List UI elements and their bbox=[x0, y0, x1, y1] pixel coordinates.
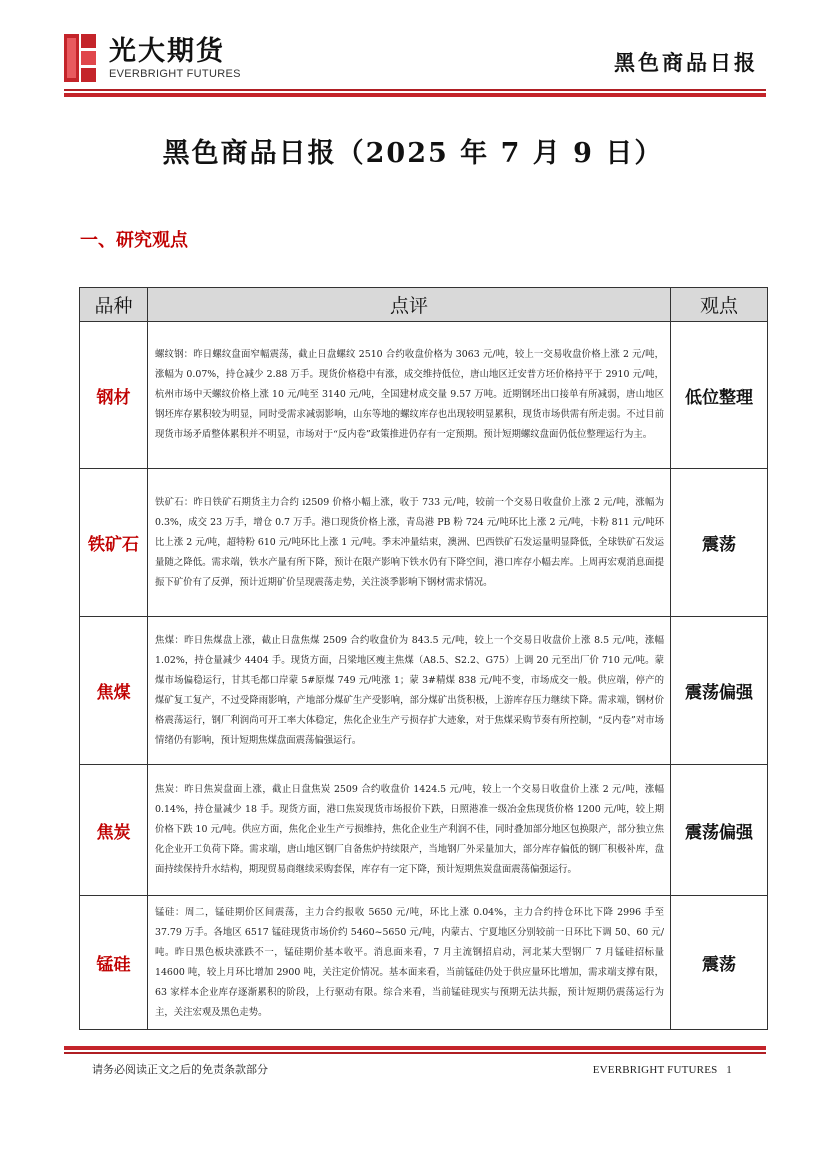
table-row bbox=[80, 765, 768, 896]
variety-cell: 锰硅 bbox=[80, 896, 148, 1030]
table-row bbox=[80, 469, 768, 617]
page-number: 1 bbox=[726, 1064, 732, 1076]
view-cell: 震荡偏强 bbox=[671, 765, 768, 896]
page-header bbox=[64, 34, 766, 94]
comment-cell: 铁矿石：昨日铁矿石期货主力合约 i2509 价格小幅上涨，收于 733 元/吨，较前一个交易日收盘价上涨 2 元/吨，涨幅为 0.3%，成交 23 万手，增仓 0.7 万手。港口现货价格上涨，青岛港 PB 粉 724 元/吨环比上涨 2 元/吨，卡粉 811 元/吨环比上涨 2 元/吨，超特粉 610 元/吨环比上涨 1 元/吨。季末冲量结束，澳洲、巴西铁矿石发运量明显降低，全球铁矿石发运量随之降低。需求端，铁水产量有所下降，预计在限产影响下铁水仍有下降空间，港口库存小幅去库。上周再宏观消息面提振下矿价有了反弹，预计近期矿价呈现震荡走势，关注淡季影响下钢材需求情况。 bbox=[148, 469, 671, 617]
table-row bbox=[80, 896, 768, 1030]
everbright-logo-icon bbox=[64, 34, 96, 82]
footer-divider bbox=[64, 1046, 766, 1058]
footer-brand-page bbox=[593, 1063, 732, 1077]
view-cell: 低位整理 bbox=[671, 322, 768, 469]
footer-brand: EVERBRIGHT FUTURES bbox=[592, 1064, 718, 1076]
logo-english-name: EVERBRIGHT FUTURES bbox=[109, 68, 241, 80]
comment-cell: 焦炭：昨日焦炭盘面上涨，截止日盘焦炭 2509 合约收盘价 1424.5 元/吨，较上一个交易日收盘价上涨 2 元/吨，涨幅 0.14%，持仓量减少 18 手。现货方面，港口焦炭现货市场报价下跌，日照港准一级冶金焦现货价格 1200 元/吨，较上期价格下跌 10 元/吨。供应方面，焦化企业生产亏损维持，焦化企业生产利润不佳，同时叠加部分地区包换限产，部分独立焦化企业开工负荷下降。需求端，唐山地区钢厂自备焦炉持续限产，当地钢厂外采量加大，部分库存偏低的钢厂积极补库，盘面持续保持升水结构，期现贸易商继续采购套保，库存有一定下降，预计短期焦炭盘面震荡偏强运行。 bbox=[148, 765, 671, 896]
document-title: 黑色商品日报（2025 年 7 月 9 日） bbox=[162, 138, 664, 169]
variety-cell: 焦炭 bbox=[80, 765, 148, 896]
view-cell: 震荡偏强 bbox=[671, 617, 768, 765]
header-report-name: 黑色商品日报 bbox=[614, 51, 758, 75]
logo-chinese-name: 光大期货 bbox=[109, 36, 225, 67]
variety-cell: 铁矿石 bbox=[80, 469, 148, 617]
header-comment: 点评 bbox=[148, 288, 671, 322]
variety-cell: 焦煤 bbox=[80, 617, 148, 765]
variety-cell: 钢材 bbox=[80, 322, 148, 469]
section-heading: 一、研究观点 bbox=[80, 230, 188, 251]
table-row bbox=[80, 322, 768, 469]
comment-cell: 锰硅：周二，锰硅期价区间震荡，主力合约报收 5650 元/吨，环比上涨 0.04%，主力合约持仓环比下降 2996 手至 37.79 万手。各地区 6517 锰硅现货市场价约 5460~5650 元/吨，内蒙古、宁夏地区分别较前一日环比下调 50、60 元/吨。昨日黑色板块涨跌不一，锰硅期价基本收平。消息面来看，7 月主流钢招启动，河北某大型钢厂 7 月锰硅招标量 14600 吨，较上月环比增加 2900 吨，关注定价情况。基本面来看，当前锰硅仍处于供应量环比增加，需求端支撑有限，63 家样本企业库存逐渐累积的阶段，上行驱动有限。综合来看，当前锰硅现实与预期无法共振，预计短期仍震荡运行为主，关注宏观及黑色走势。 bbox=[148, 896, 671, 1030]
header-variety: 品种 bbox=[80, 288, 148, 322]
header-view: 观点 bbox=[671, 288, 768, 322]
view-cell: 震荡 bbox=[671, 896, 768, 1030]
comment-cell: 螺纹钢：昨日螺纹盘面窄幅震荡，截止日盘螺纹 2510 合约收盘价格为 3063 元/吨，较上一交易收盘价格上涨 2 元/吨，涨幅为 0.07%，持仓减少 2.88 万手。现货价格稳中有涨，成交维持低位，唐山地区迁安普方坯价格持平于 2910 元/吨，杭州市场中天螺纹价格上涨 10 元/吨至 3140 元/吨，全国建材成交量 9.57 万吨。近期钢坯出口接单有所减弱，唐山地区钢坯库存累积较为明显，同时受需求减弱影响，山东等地的螺纹库存也出现较明显累积，现货市场供需有所走弱。不过目前现货市场矛盾整体累积并不明显，市场对于“反内卷”政策推进仍存有一定预期。预计短期螺纹盘面仍低位整理运行为主。 bbox=[148, 322, 671, 469]
header-divider bbox=[64, 89, 766, 99]
comment-cell: 焦煤：昨日焦煤盘上涨，截止日盘焦煤 2509 合约收盘价为 843.5 元/吨，较上一个交易日收盘价上涨 8.5 元/吨，涨幅 1.02%，持仓量减少 4404 手。现货方面，吕梁地区瘦主焦煤（A8.5、S2.2、G75）上调 20 元至出厂价 710 元/吨。蒙煤市场偏稳运行，甘其毛都口岸蒙 5#原煤 749 元/吨涨 1；蒙 3#精煤 838 元/吨不变，市场成交一般。供应端，停产的煤矿复工复产，不过受降雨影响，产地部分煤矿生产受影响，部分煤矿出货积极，上游库存压力继续下降。需求端，钢材价格震荡运行，钢厂利润尚可开工率大体稳定，焦化企业生产亏损存扩大迹象，对于焦煤采购节奏有所控制，“反内卷”对市场情绪仍有影响，预计短期焦煤盘面震荡偏强运行。 bbox=[148, 617, 671, 765]
table-header-row bbox=[80, 288, 768, 322]
table-row bbox=[80, 617, 768, 765]
view-cell: 震荡 bbox=[671, 469, 768, 617]
research-views-table bbox=[79, 287, 768, 1030]
footer-disclaimer: 请务必阅读正文之后的免责条款部分 bbox=[92, 1063, 268, 1076]
